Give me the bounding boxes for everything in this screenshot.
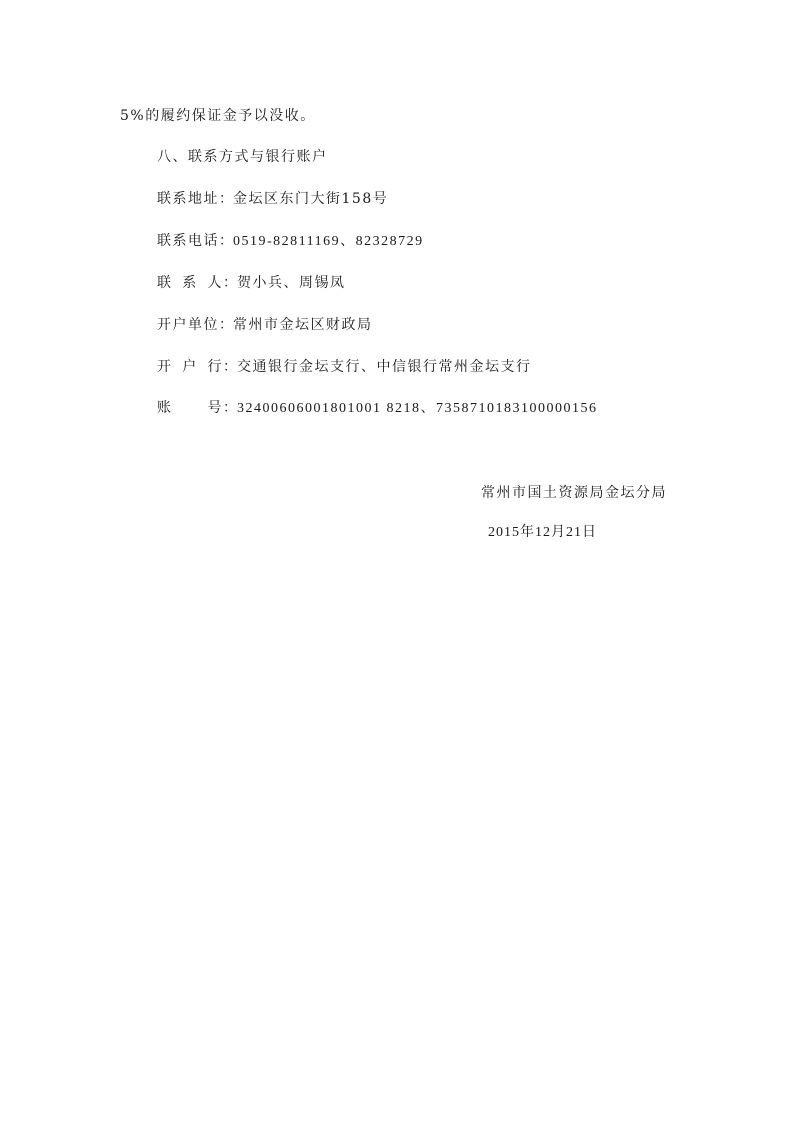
account-number-value: 32400606001801001 8218、7358710183100000156 [237,401,598,416]
account-number-row: 账 号：32400606001801001 8218、7358710183100000156 [157,398,598,419]
contact-person-value: 贺小兵、周锡凤 [237,275,346,291]
account-holder-label: 开户单位 [157,317,219,333]
contact-person-row: 联 系 人：贺小兵、周锡凤 [157,275,346,291]
bank-value: 交通银行金坛支行、中信银行常州金坛支行 [237,359,532,375]
contact-person-label: 联 系 人 [157,275,223,291]
issue-date: 2015年12月21日 [488,525,597,540]
contact-phone-value: 0519-82811169、82328729 [233,234,424,249]
account-number-label: 账 号 [157,400,223,416]
section-heading: 八、联系方式与银行账户 [157,149,328,165]
bank-row: 开 户 行：交通银行金坛支行、中信银行常州金坛支行 [157,359,532,375]
bank-label: 开 户 行 [157,359,223,375]
contact-address-row: 联系地址：金坛区东门大街158号 [157,191,389,207]
contact-phone-row: 联系电话：0519-82811169、82328729 [157,231,424,252]
account-holder-row: 开户单位：常州市金坛区财政局 [157,317,373,333]
contact-phone-label: 联系电话 [157,233,219,249]
continuation-text: 5%的履约保证金予以没收。 [120,108,316,124]
contact-address-label: 联系地址 [157,191,219,207]
contact-address-value: 金坛区东门大街158号 [233,191,389,207]
account-holder-value: 常州市金坛区财政局 [233,317,373,333]
issuer-name: 常州市国土资源局金坛分局 [481,485,667,501]
